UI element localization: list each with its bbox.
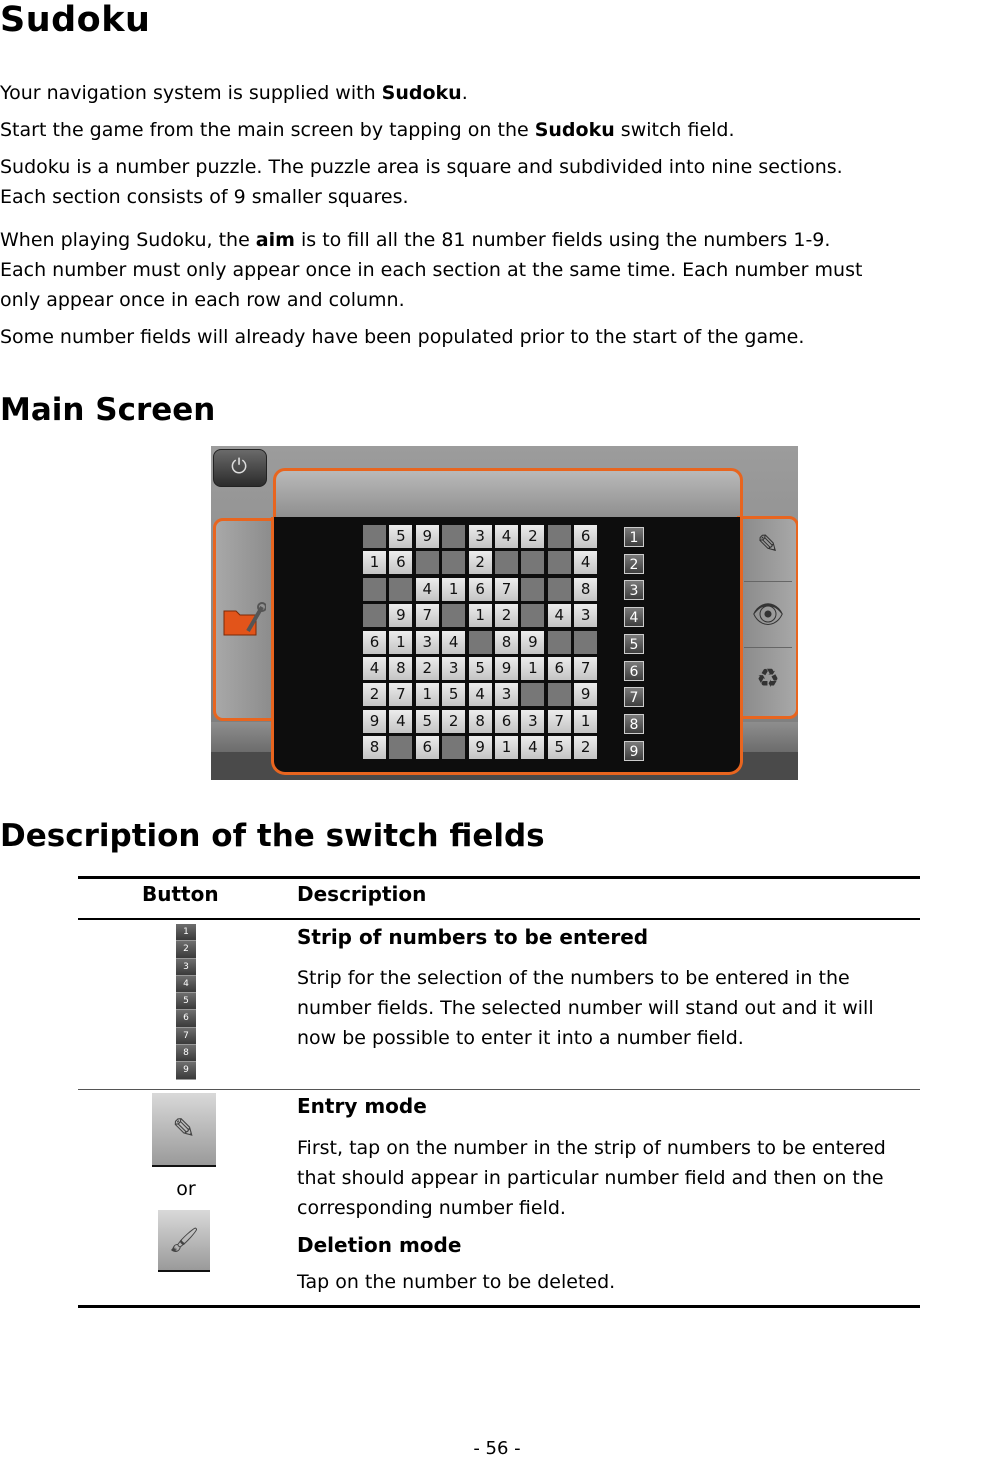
sudoku-cell[interactable] — [416, 551, 439, 574]
deletion-mode-title: Deletion mode — [297, 1233, 462, 1257]
sudoku-cell[interactable]: 9 — [389, 604, 412, 627]
sudoku-cell[interactable]: 3 — [574, 604, 597, 627]
sudoku-cell[interactable]: 7 — [416, 604, 439, 627]
sudoku-cell[interactable]: 5 — [469, 657, 492, 680]
sudoku-cell[interactable] — [548, 683, 571, 706]
sudoku-cell[interactable]: 3 — [442, 657, 465, 680]
sudoku-cell[interactable] — [548, 551, 571, 574]
power-icon: ⏻ — [231, 454, 247, 478]
sudoku-cell[interactable] — [389, 736, 412, 759]
sudoku-cell[interactable]: 4 — [469, 683, 492, 706]
sudoku-cell[interactable]: 8 — [389, 657, 412, 680]
sudoku-cell[interactable] — [363, 525, 386, 548]
sudoku-cell[interactable] — [521, 604, 544, 627]
sudoku-cell[interactable]: 4 — [521, 736, 544, 759]
sudoku-cell[interactable] — [521, 578, 544, 601]
sudoku-cell[interactable]: 9 — [469, 736, 492, 759]
sudoku-cell[interactable]: 9 — [521, 631, 544, 654]
sudoku-cell[interactable]: 7 — [574, 657, 597, 680]
divider — [744, 647, 792, 648]
sudoku-cell[interactable]: 7 — [548, 710, 571, 733]
sudoku-cell[interactable] — [442, 736, 465, 759]
sudoku-cell[interactable] — [469, 631, 492, 654]
sudoku-cell[interactable]: 6 — [548, 657, 571, 680]
right-panel — [737, 516, 798, 719]
sudoku-cell[interactable]: 9 — [363, 710, 386, 733]
number-strip-button[interactable]: 9 — [624, 741, 644, 761]
number-strip-button[interactable]: 6 — [624, 661, 644, 681]
sudoku-cell[interactable]: 6 — [495, 710, 518, 733]
sudoku-cell[interactable]: 9 — [495, 657, 518, 680]
sudoku-cell[interactable]: 2 — [574, 736, 597, 759]
sudoku-cell[interactable]: 4 — [416, 578, 439, 601]
number-strip-icon: 1 2 3 4 5 6 7 8 9 — [176, 924, 196, 1080]
sudoku-cell[interactable]: 7 — [389, 683, 412, 706]
table-top-rule — [78, 876, 920, 879]
strip-title: Strip of numbers to be entered — [297, 925, 649, 949]
sudoku-cell[interactable]: 1 — [416, 683, 439, 706]
sudoku-cell[interactable]: 1 — [363, 551, 386, 574]
main-screen-screenshot — [211, 446, 798, 780]
number-strip-button[interactable]: 3 — [624, 580, 644, 600]
intro-paragraph-5: Some number fields will already have been populated prior to the start of the game. — [0, 326, 805, 348]
sudoku-cell[interactable] — [442, 604, 465, 627]
column-header-button: Button — [142, 882, 219, 906]
deletion-mode-description: Tap on the number to be deleted. — [297, 1271, 616, 1293]
sudoku-cell[interactable] — [389, 578, 412, 601]
main-screen-heading: Main Screen — [0, 392, 216, 428]
number-strip-button[interactable]: 8 — [624, 714, 644, 734]
sudoku-cell[interactable]: 4 — [548, 604, 571, 627]
title-bar — [273, 468, 743, 517]
brush-icon: 🖌 — [158, 1210, 210, 1272]
number-strip-button[interactable]: 4 — [624, 607, 644, 627]
eye-icon[interactable]: 👁 — [751, 600, 785, 630]
sudoku-cell[interactable] — [548, 631, 571, 654]
intro-paragraph-3: Sudoku is a number puzzle. The puzzle area is square and subdivided into nine sections. Each section consists of 9 smaller squares. — [0, 156, 843, 208]
sudoku-cell[interactable]: 2 — [442, 710, 465, 733]
sudoku-cell[interactable]: 1 — [442, 578, 465, 601]
column-header-description: Description — [297, 882, 427, 906]
sudoku-cell[interactable]: 4 — [442, 631, 465, 654]
entry-mode-title: Entry mode — [297, 1094, 427, 1118]
number-strip-button[interactable]: 1 — [624, 527, 644, 547]
sudoku-cell[interactable] — [442, 551, 465, 574]
sudoku-cell[interactable]: 6 — [363, 631, 386, 654]
sudoku-cell[interactable]: 8 — [495, 631, 518, 654]
sudoku-cell[interactable]: 1 — [521, 657, 544, 680]
sudoku-cell[interactable]: 1 — [574, 710, 597, 733]
table-header-rule — [78, 918, 920, 920]
sudoku-cell[interactable]: 2 — [416, 657, 439, 680]
sudoku-cell[interactable]: 5 — [416, 710, 439, 733]
sudoku-cell[interactable]: 3 — [521, 710, 544, 733]
intro-paragraph-2: Start the game from the main screen by tapping on the Sudoku switch field. — [0, 119, 735, 141]
pencil-icon: ✎ — [152, 1093, 216, 1167]
sudoku-cell[interactable] — [548, 525, 571, 548]
sudoku-cell[interactable] — [521, 551, 544, 574]
intro-paragraph-1: Your navigation system is supplied with Sudoku. — [0, 82, 468, 104]
sudoku-cell[interactable]: 7 — [495, 578, 518, 601]
sudoku-cell[interactable]: 5 — [548, 736, 571, 759]
sudoku-cell[interactable]: 5 — [389, 525, 412, 548]
number-strip-button[interactable]: 7 — [624, 687, 644, 707]
sudoku-cell[interactable]: 4 — [495, 525, 518, 548]
sudoku-cell[interactable]: 8 — [469, 710, 492, 733]
sudoku-cell[interactable]: 5 — [442, 683, 465, 706]
number-strip-button[interactable]: 5 — [624, 634, 644, 654]
sudoku-cell[interactable]: 8 — [574, 578, 597, 601]
sudoku-cell[interactable] — [363, 578, 386, 601]
sudoku-cell[interactable]: 2 — [469, 551, 492, 574]
table-row-rule — [78, 1089, 920, 1090]
left-panel — [213, 518, 279, 721]
sudoku-cell[interactable]: 4 — [363, 657, 386, 680]
switch-fields-heading: Description of the switch fields — [0, 818, 545, 854]
sudoku-cell[interactable]: 4 — [574, 551, 597, 574]
sudoku-cell[interactable] — [574, 631, 597, 654]
page-number: - 56 - — [473, 1438, 521, 1459]
sudoku-cell[interactable]: 3 — [469, 525, 492, 548]
sudoku-cell[interactable]: 6 — [574, 525, 597, 548]
page-title: Sudoku — [0, 0, 151, 40]
folder-wrench-icon[interactable] — [222, 601, 266, 639]
sudoku-cell[interactable]: 2 — [495, 604, 518, 627]
entry-mode-description: First, tap on the number in the strip of numbers to be entered that should appear in particular number field and then on the corresponding number field. — [297, 1137, 886, 1219]
sudoku-cell[interactable]: 6 — [389, 551, 412, 574]
sudoku-cell[interactable]: 1 — [469, 604, 492, 627]
divider — [744, 581, 792, 582]
sudoku-cell[interactable]: 9 — [416, 525, 439, 548]
sudoku-cell[interactable]: 2 — [363, 683, 386, 706]
sudoku-cell[interactable]: 6 — [469, 578, 492, 601]
sudoku-cell[interactable]: 9 — [574, 683, 597, 706]
power-button[interactable] — [213, 449, 267, 487]
sudoku-cell[interactable]: 2 — [521, 525, 544, 548]
sudoku-cell[interactable] — [548, 578, 571, 601]
or-label: or — [176, 1178, 196, 1200]
sudoku-cell[interactable]: 6 — [416, 736, 439, 759]
sudoku-cell[interactable]: 1 — [495, 736, 518, 759]
sudoku-cell[interactable] — [521, 683, 544, 706]
sudoku-cell[interactable] — [442, 525, 465, 548]
sudoku-cell[interactable] — [363, 604, 386, 627]
sudoku-cell[interactable]: 3 — [416, 631, 439, 654]
intro-paragraph-4: When playing Sudoku, the aim is to fill all the 81 number fields using the numbers 1-9. Each number must only appear once in each section at the same time. Each number must only appear once in each row and column. — [0, 229, 863, 311]
pencil-icon[interactable]: ✎ — [757, 530, 779, 560]
sudoku-cell[interactable]: 1 — [389, 631, 412, 654]
sudoku-cell[interactable]: 4 — [389, 710, 412, 733]
strip-description: Strip for the selection of the numbers to be entered in the number fields. The selected number will stand out and it will now be possible to enter it into a number field. — [297, 967, 874, 1049]
sudoku-cell[interactable]: 8 — [363, 736, 386, 759]
table-bottom-rule — [78, 1305, 920, 1308]
number-strip-button[interactable]: 2 — [624, 554, 644, 574]
sudoku-cell[interactable]: 3 — [495, 683, 518, 706]
recycle-icon[interactable]: ♻ — [756, 664, 780, 694]
sudoku-cell[interactable] — [495, 551, 518, 574]
